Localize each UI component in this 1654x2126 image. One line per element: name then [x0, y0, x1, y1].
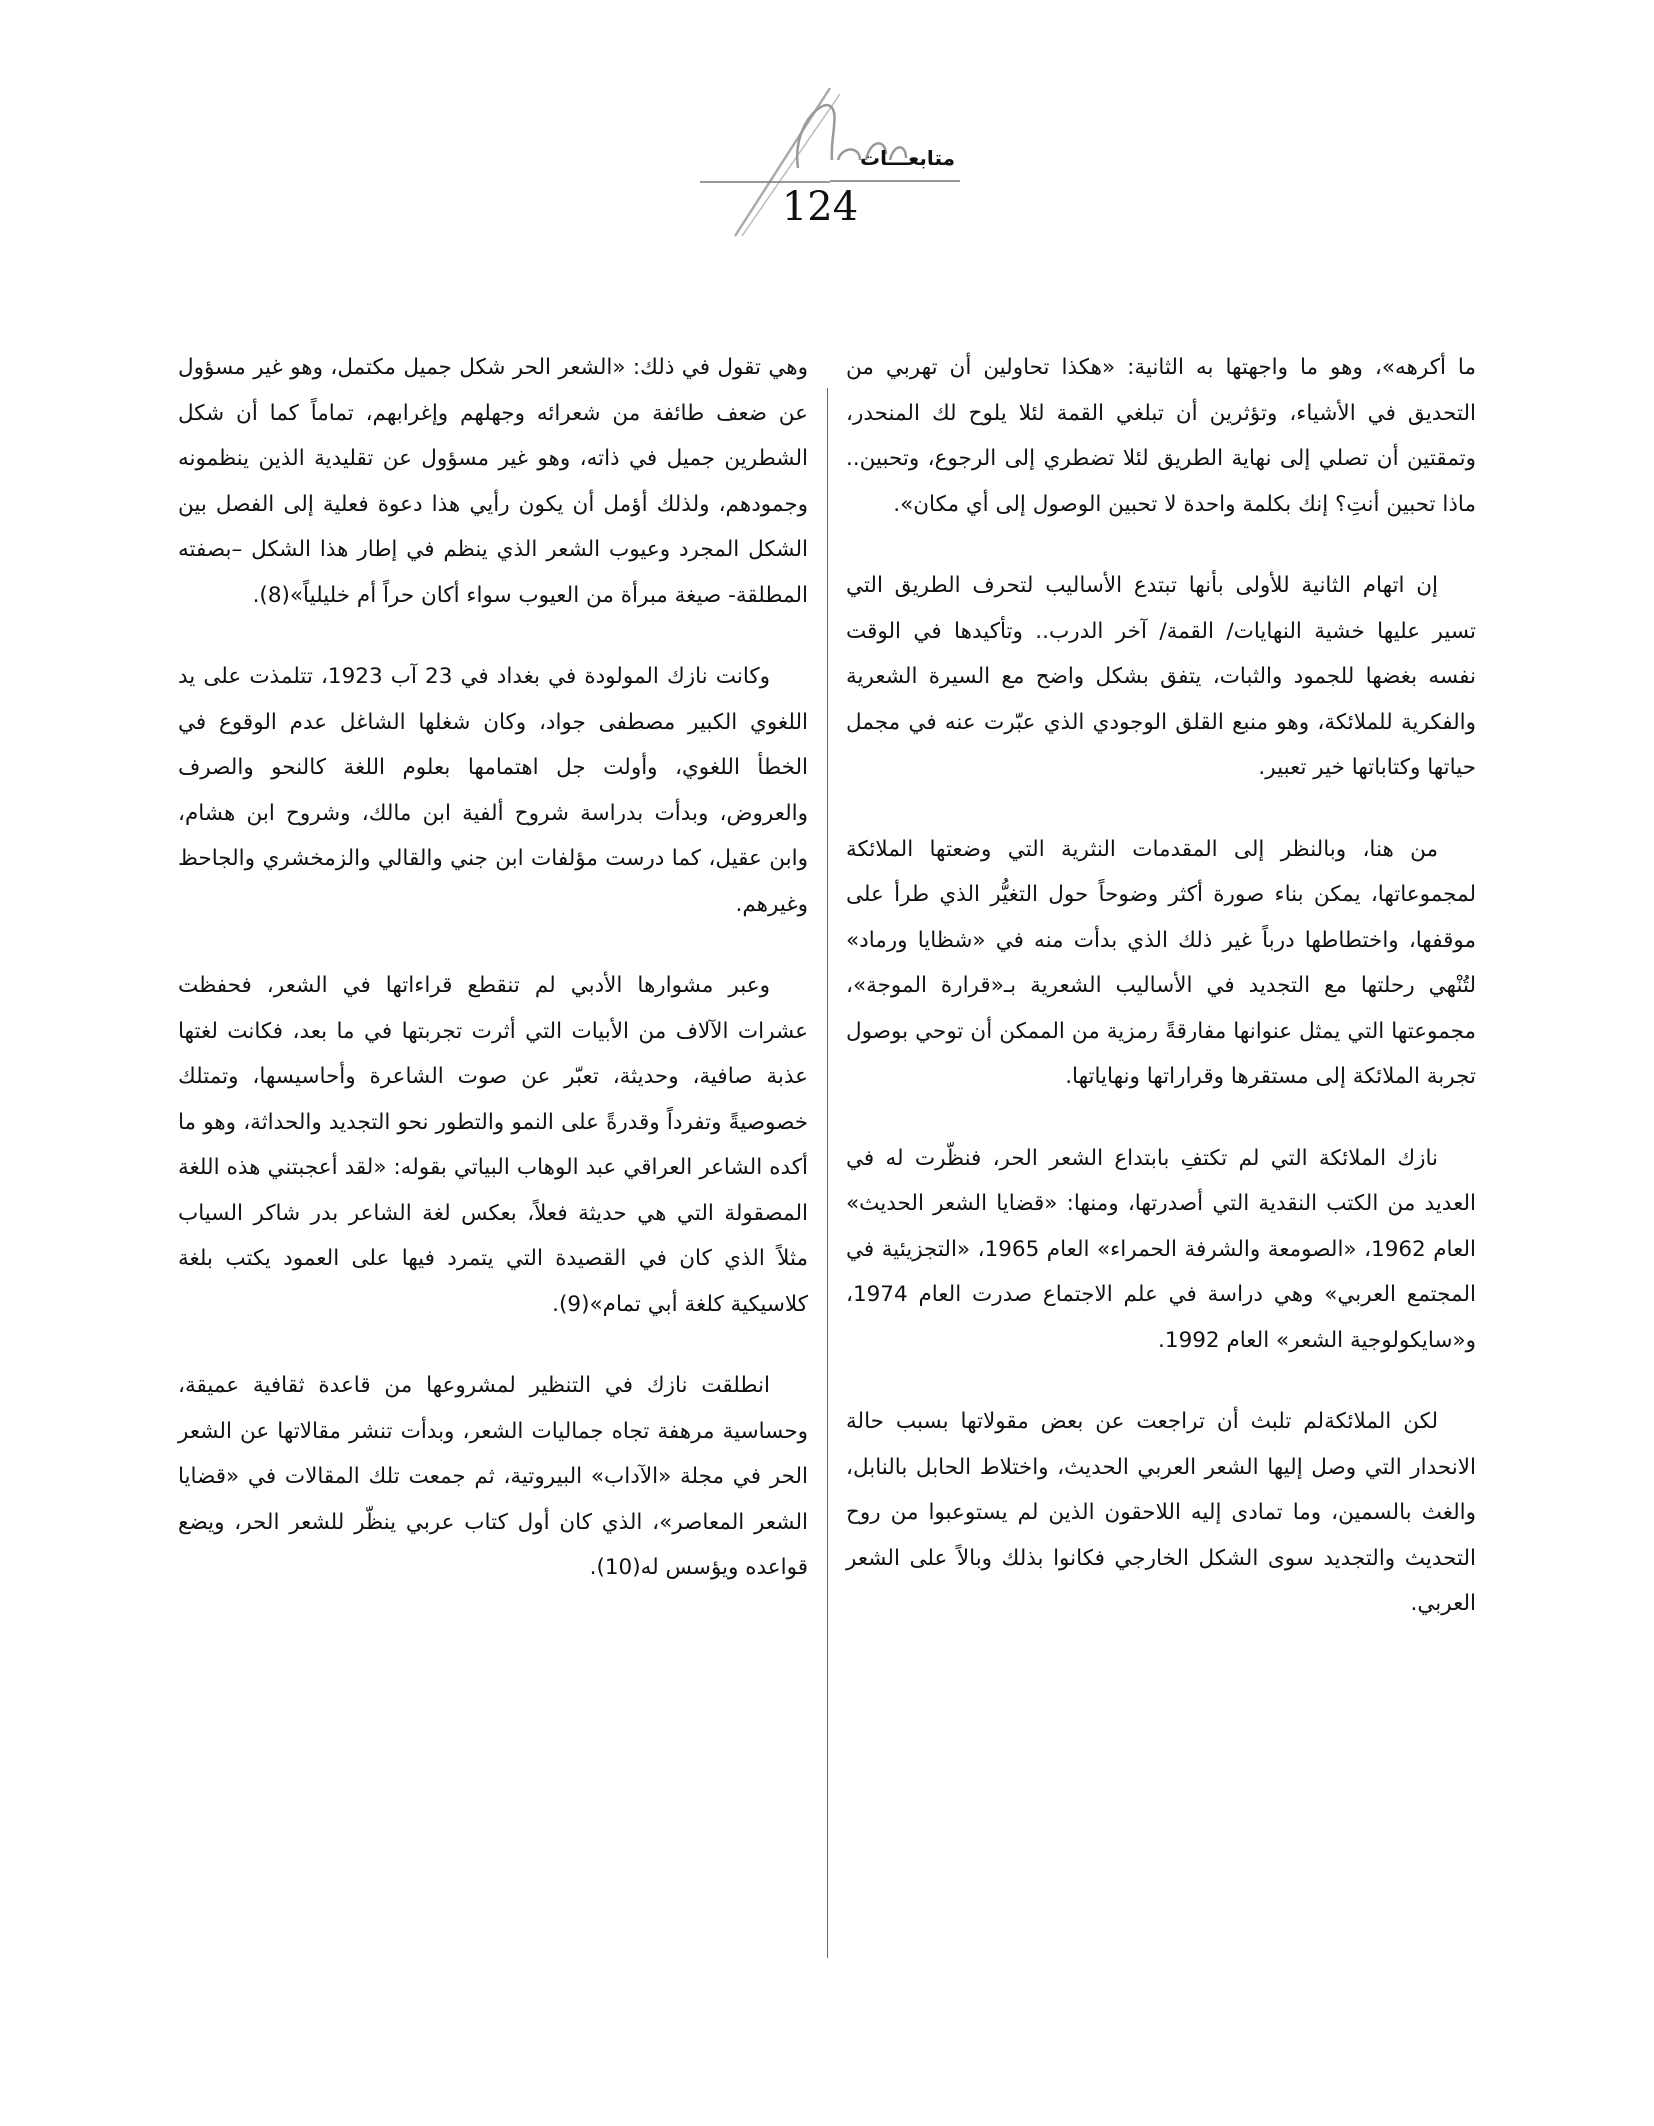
page-header — [0, 0, 1654, 260]
column-divider — [827, 388, 828, 1958]
paragraph: انطلقت نازك في التنظير لمشروعها من قاعدة ثقافية عميقة، وحساسية مرهفة تجاه جماليات الشعر، وبدأت تنشر مقالاتها عن الشعر الحر في مجلة «الآداب» البيروتية، ثم جمعت تلك المقالات في «قضايا الشعر المعاصر»، الذي كان أول كتاب عربي ينظّر للشعر الحر، ويضع قواعده ويؤسس له(10). — [178, 1373, 808, 1580]
paragraph: إن اتهام الثانية للأولى بأنها تبتدع الأساليب لتحرف الطريق التي تسير عليها خشية النهايات/ القمة/ آخر الدرب.. وتأكيدها في الوقت نفسه بغضها للجمود والثبات، يتفق بشكل واضح مع السيرة الشعرية والفكرية للملائكة، وهو منبع القلق الوجودي الذي عبّرت عنه في مجمل حياتها وكتاباتها خير تعبير. — [846, 573, 1476, 780]
left-column — [178, 345, 808, 1627]
paragraph: نازك الملائكة التي لم تكتفِ بابتداع الشعر الحر، فنظّرت له في العديد من الكتب النقدية التي أصدرتها، ومنها: «قضايا الشعر الحديث» العام 1962، «الصومعة والشرفة الحمراء» العام 1965، «التجزيئية في المجتمع العربي» وهي دراسة في علم الاجتماع صدرت العام 1974، و«سايكولوجية الشعر» العام 1992. — [846, 1145, 1476, 1353]
page-number: 124 — [781, 184, 859, 230]
section-label: متابعـــات — [860, 146, 955, 170]
paragraph: من هنا، وبالنظر إلى المقدمات النثرية التي وضعتها الملائكة لمجموعاتها، يمكن بناء صورة أكثر وضوحاً حول التغيُّر الذي طرأ على موقفها، واختطاطها درباً غير ذلك الذي بدأت منه في «شظايا ورماد» لتُنْهي رحلتها مع التجديد في الأساليب الشعرية بـ«قرارة الموجة»، مجموعتها التي يمثل عنوانها مفارقةً رمزية من الممكن أن توحي بوصول تجربة الملائكة إلى مستقرها وقراراتها ونهاياتها. — [846, 836, 1476, 1089]
paragraph: وهي تقول في ذلك: «الشعر الحر شكل جميل مكتمل، وهو غير مسؤول عن ضعف طائفة من شعرائه وجهلهم وإغرابهم، تماماً كما أن شكل الشطرين جميل في ذاته، وهو غير مسؤول عن تقليدية الذين ينظمونه وجمودهم، ولذلك أؤمل أن يكون رأيي هذا دعوة فعلية إلى الفصل بين الشكل المجرد وعيوب الشعر الذي ينظم في إطار هذا الشكل –بصفته المطلقة- صيغة مبرأة من العيوب سواء أكان حراً أم خليلياً»(8). — [178, 355, 808, 608]
paragraph: لكن الملائكةلم تلبث أن تراجعت عن بعض مقولاتها بسبب حالة الانحدار التي وصل إليها الشعر العربي الحديث، واختلاط الحابل بالنابل، والغث بالسمين، وما تمادى إليه اللاحقون الذين لم يستوعبوا من روح التحديث والتجديد سوى الشكل الخارجي فكانوا بذلك وبالاً على الشعر العربي. — [846, 1409, 1476, 1616]
paragraph: ما أكرهه»، وهو ما واجهتها به الثانية: «هكذا تحاولين أن تهربي من التحديق في الأشياء، وتؤثرين أن تبلغي القمة لئلا يلوح لك المنحدر، وتمقتين أن تصلي إلى نهاية الطريق لئلا تضطري إلى الرجوع، وتحبين.. ماذا تحبين أنتِ؟ إنك بكلمة واحدة لا تحبين الوصول إلى أي مكان». — [846, 355, 1476, 517]
paragraph: وعبر مشوارها الأدبي لم تنقطع قراءاتها في الشعر، فحفظت عشرات الآلاف من الأبيات التي أثرت تجربتها في ما بعد، فكانت لغتها عذبة صافية، وحديثة، تعبّر عن صوت الشاعرة وأحاسيسها، وتمتلك خصوصيةً وتفرداً وقدرةً على النمو والتطور نحو التجديد والحداثة، وهو ما أكده الشاعر العراقي عبد الوهاب البياتي بقوله: «لقد أعجبتني هذه اللغة المصقولة التي هي حديثة فعلاً، بعكس لغة الشاعر بدر شاكر السياب مثلاً الذي كان في القصيدة التي يتمرد فيها على العمود يكتب بلغة كلاسيكية كلغة أبي تمام»(9). — [178, 973, 808, 1317]
paragraph: وكانت نازك المولودة في بغداد في 23 آب 1923، تتلمذت على يد اللغوي الكبير مصطفى جواد، وكان شغلها الشاغل عدم الوقوع في الخطأ اللغوي، وأولت جل اهتمامها بعلوم اللغة كالنحو والصرف والعروض، وبدأت بدراسة شروح ألفية ابن مالك، وشروح ابن هشام، وابن عقيل، كما درست مؤلفات ابن جني والقالي والزمخشري والجاحظ وغيرهم. — [178, 664, 808, 917]
right-column — [846, 345, 1476, 1663]
